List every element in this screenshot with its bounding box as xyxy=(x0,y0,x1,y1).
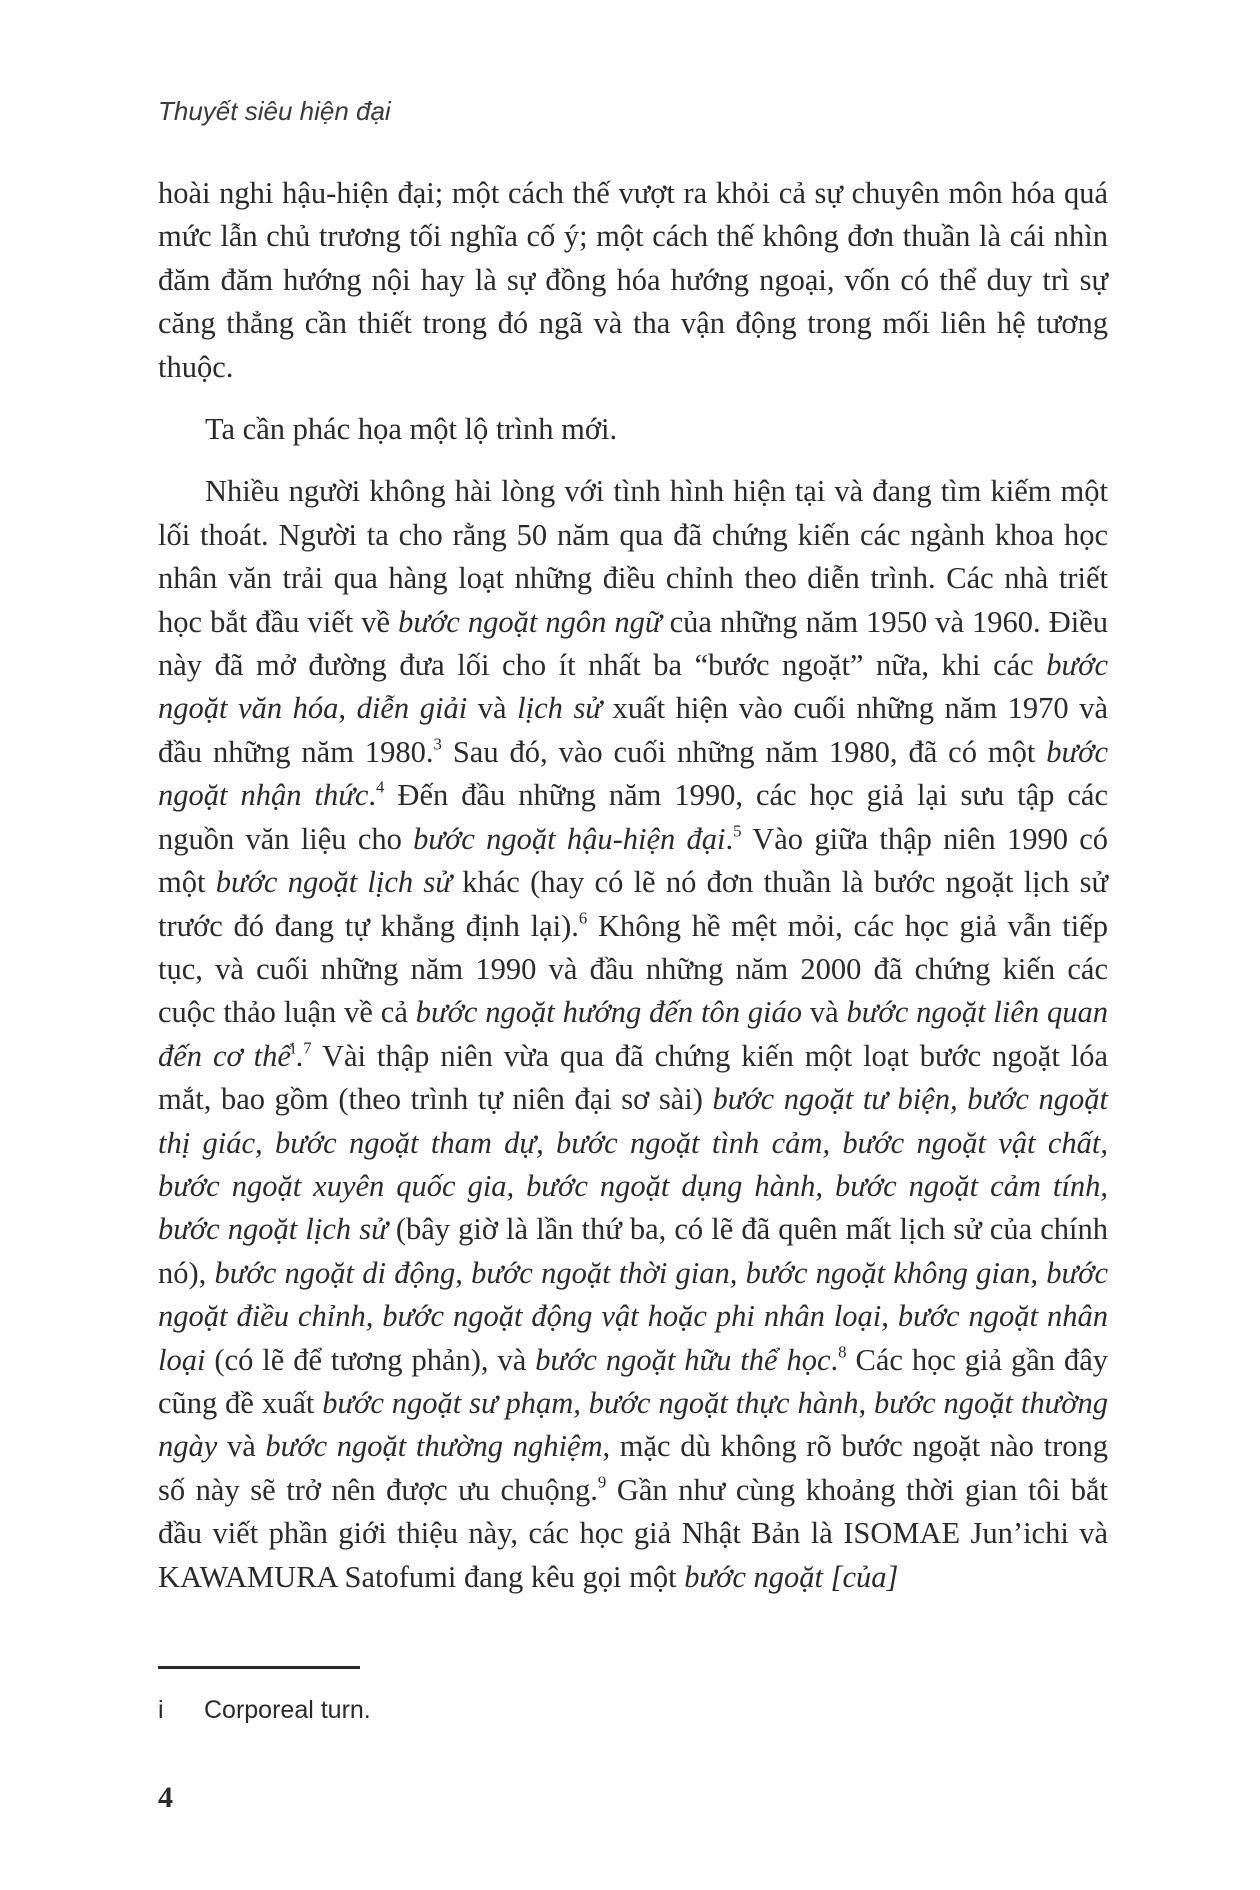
running-head: Thuyết siêu hiện đại xyxy=(158,96,391,126)
note-reference: i xyxy=(290,1038,296,1058)
text-run: Không hề mệt mỏi, các học giả vẫn tiếp tục, và cuối những năm 1990 và đầu những năm 2000 đã chứng kiến các cuộc thảo luận về cả xyxy=(158,908,1108,1030)
note-reference: 9 xyxy=(597,1472,607,1492)
italic-term: bước ngoặt sư phạm, bước ngoặt thực hành, bước ngoặt thường ngày xyxy=(158,1385,1108,1464)
page-number: 4 xyxy=(158,1781,173,1814)
note-reference: 6 xyxy=(578,907,588,927)
italic-term: bước ngoặt ngôn ngữ xyxy=(398,604,662,639)
text-run: Các học giả gần đây cũng đề xuất xyxy=(158,1342,1109,1420)
text-run: Sau đó, vào cuối những năm 1980, đã có một xyxy=(441,734,1047,769)
text-run: Vài thập niên vừa qua đã chứng kiến một loạt bước ngoặt lóa mắt, bao gồm (theo trình tự niên đại sơ sài) xyxy=(158,1038,1108,1117)
italic-term: bước ngoặt nhận thức xyxy=(158,734,1108,813)
text-run: và xyxy=(802,995,847,1030)
note-reference: 4 xyxy=(376,777,385,797)
text-run: Gần như cùng khoảng thời gian tôi bắt đầu viết phần giới thiệu này, các học giả Nhật Bản là ISOMAE Jun’ichi và KAWAMURA Satofumi đang kêu gọi một xyxy=(158,1472,1109,1594)
text-run: khác (hay có lẽ nó đơn thuần là bước ngoặt lịch sử trước đó đang tự khẳng định lại). xyxy=(158,865,1108,943)
italic-term: lịch sử xyxy=(517,691,602,726)
note-reference: 8 xyxy=(838,1341,847,1361)
italic-term: bước ngoặt [của] xyxy=(684,1559,899,1594)
note-reference: 7 xyxy=(303,1038,312,1058)
text-run: của những năm 1950 và 1960. Điều này đã mở đường đưa lối cho ít nhất ba “bước ngoặt” nữa, khi các xyxy=(158,604,1108,683)
text-run: và xyxy=(467,691,518,726)
paragraph xyxy=(158,172,1108,389)
text-run: (bây giờ là lần thứ ba, có lẽ đã quên mất lịch sử của chính nó), xyxy=(158,1212,1108,1290)
text-run: Nhiều người không hài lòng với tình hình hiện tại và đang tìm kiếm một lối thoát. Người ta cho rằng 50 năm qua đã chứng kiến các ngành khoa học nhân văn trải qua hàng loạt những điều chỉnh theo diễn trình. Các nhà triết học bắt đầu viết về xyxy=(158,474,1108,639)
note-reference: 3 xyxy=(433,734,442,754)
italic-term: bước ngoặt tư biện, bước ngoặt thị giác, bước ngoặt tham dự, bước ngoặt tình cảm, bước ngoặt vật chất, bước ngoặt xuyên quốc gia, bước ngoặt dụng hành, bước ngoặt cảm tính, bước ngoặt lịch sử xyxy=(158,1082,1108,1247)
text-run: (có lẽ để tương phản), và xyxy=(205,1342,536,1377)
paragraph xyxy=(158,408,1108,451)
footnote-marker: i xyxy=(158,1696,164,1724)
text-run: hoài nghi hậu-hiện đại; một cách thế vượt ra khỏi cả sự chuyên môn hóa quá mức lẫn chủ trương tối nghĩa cố ý; một cách thế không đơn thuần là cái nhìn đăm đăm hướng nội hay là sự đồng hóa hướng ngoại, vốn có thể duy trì sự căng thẳng cần thiết trong đó ngã và tha vận động trong mối liên hệ tương thuộc. xyxy=(158,176,1108,384)
text-run: , mặc dù không rõ bước ngoặt nào trong số này sẽ trở nên được ưu chuộng. xyxy=(158,1429,1108,1507)
text-run: . xyxy=(295,1038,304,1073)
text-run: . xyxy=(368,778,377,813)
text-run: Vào giữa thập niên 1990 có một xyxy=(158,821,1108,900)
text-run: . xyxy=(830,1342,839,1377)
text-run: và xyxy=(217,1429,266,1464)
italic-term: bước ngoặt hướng đến tôn giáo xyxy=(415,995,803,1030)
text-run: . xyxy=(725,821,734,856)
italic-term: bước ngoặt văn hóa, diễn giải xyxy=(158,648,1108,726)
italic-term: bước ngoặt lịch sử xyxy=(215,865,452,900)
text-run: xuất hiện vào cuối những năm 1970 và đầu những năm 1980. xyxy=(158,691,1108,769)
italic-term: bước ngoặt liên quan đến cơ thể xyxy=(158,995,1109,1073)
body-text xyxy=(158,172,1108,1599)
footnote xyxy=(158,1696,371,1725)
paragraph xyxy=(158,470,1108,1599)
italic-term: bước ngoặt hữu thể học xyxy=(535,1342,831,1377)
italic-term: bước ngoặt hậu-hiện đại xyxy=(413,821,726,856)
footnote-text: Corporeal turn. xyxy=(204,1696,371,1724)
note-reference: 5 xyxy=(733,821,742,841)
italic-term: bước ngoặt di động, bước ngoặt thời gian, bước ngoặt không gian, bước ngoặt điều chỉnh, bước ngoặt động vật hoặc phi nhân loại, bước ngoặt nhân loại xyxy=(158,1255,1108,1377)
text-run: Đến đầu những năm 1990, các học giả lại sưu tập các nguồn văn liệu cho xyxy=(158,778,1109,856)
italic-term: bước ngoặt thường nghiệm xyxy=(265,1429,603,1464)
footnote-divider xyxy=(158,1666,360,1669)
text-run: Ta cần phác họa một lộ trình mới. xyxy=(205,412,618,447)
